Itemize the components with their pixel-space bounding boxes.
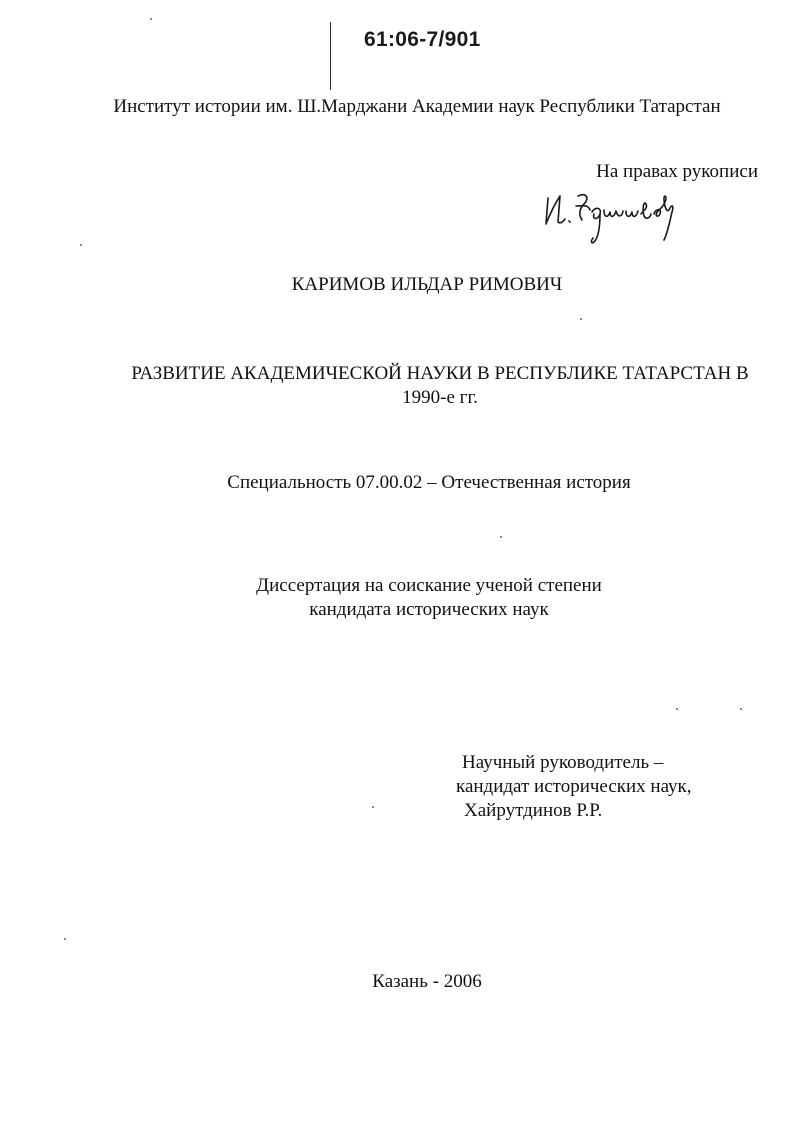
margin-rule xyxy=(330,22,331,90)
place-and-year: Казань - 2006 xyxy=(372,971,482,992)
author-name: КАРИМОВ ИЛЬДАР РИМОВИЧ xyxy=(291,274,563,295)
registration-stamp: 61:06-7/901 xyxy=(364,28,481,51)
handwritten-signature xyxy=(538,184,683,248)
specialty: Специальность 07.00.02 – Отечественная история xyxy=(227,472,631,493)
degree-line-1: Диссертация на соискание ученой степени xyxy=(256,575,602,596)
institute-name: Институт истории им. Ш.Марджани Академии наук Республики Татарстан xyxy=(113,96,721,117)
scan-speck xyxy=(64,938,66,940)
thesis-title xyxy=(100,362,780,410)
supervisor-degree: кандидат исторических наук, xyxy=(456,776,692,797)
scan-speck xyxy=(80,244,82,246)
supervisor-role: Научный руководитель – xyxy=(462,752,664,773)
thesis-title-line-2: 1990-е гг. xyxy=(402,387,478,408)
scan-speck xyxy=(676,708,678,710)
degree-statement xyxy=(0,574,794,622)
rights-note: На правах рукописи xyxy=(596,161,758,182)
scan-speck xyxy=(150,18,152,20)
supervisor-name: Хайрутдинов Р.Р. xyxy=(464,800,603,821)
thesis-title-line-1: РАЗВИТИЕ АКАДЕМИЧЕСКОЙ НАУКИ В РЕСПУБЛИКЕ ТАТАРСТАН В xyxy=(131,363,749,384)
scan-speck xyxy=(740,708,742,710)
scan-speck xyxy=(580,318,582,320)
scan-speck xyxy=(500,536,502,538)
degree-line-2: кандидата исторических наук xyxy=(309,599,549,620)
scan-speck xyxy=(372,806,374,808)
supervisor-block xyxy=(456,751,692,823)
